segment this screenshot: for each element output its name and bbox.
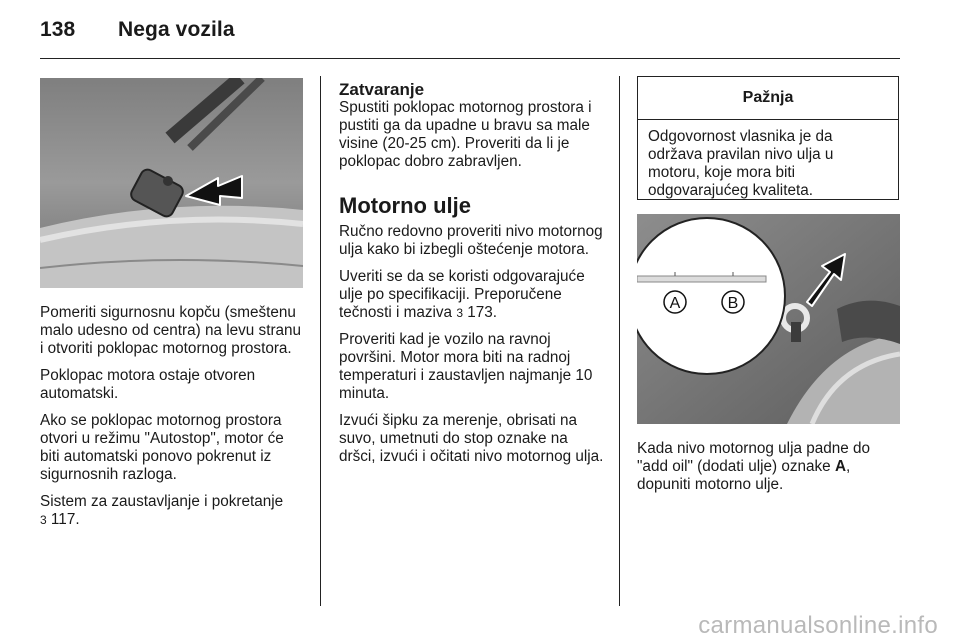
middle-column <box>339 80 607 475</box>
caption-text: Kada nivo motornog ulja padne do "add oil" (dodati ulje) oznake <box>637 440 871 475</box>
reference-page: 173. <box>463 304 498 321</box>
paragraph: Pomeriti sigurnosnu kopču (smeštenu malo udesno od centra) na levu stranu i otvoriti poklopac motornog prostora. <box>40 304 302 357</box>
section-heading: Motorno ulje <box>339 193 471 218</box>
column-divider-1 <box>320 76 321 606</box>
paragraph-text: Uveriti se da se koristi odgovarajuće ulje po specifikaciji. Preporučene tečnosti i maziva <box>339 268 585 321</box>
right-column-caption <box>637 440 899 503</box>
caption-bold-marker: A <box>834 458 847 475</box>
reference-page: 117. <box>46 511 80 528</box>
notice-title: Pažnja <box>638 77 898 120</box>
paragraph: Poklopac motora ostaje otvoren automatski. <box>40 367 256 402</box>
marker-a-label: A <box>669 295 681 312</box>
paragraph: Ako se poklopac motornog prostora otvori u režimu "Autostop", motor će biti automatski ponovo pokrenut iz sigurnosnih razloga. <box>40 412 284 483</box>
header-rule <box>40 58 900 59</box>
hood-latch-illustration <box>40 78 303 288</box>
paragraph: Ručno redovno proveriti nivo motornog ulja kako bi izbegli oštećenje motora. <box>339 223 603 258</box>
image-caption <box>637 440 899 494</box>
cross-reference <box>40 493 305 529</box>
page-header <box>40 18 235 42</box>
page-title: Nega vozila <box>118 18 235 41</box>
paragraph: Izvući šipku za merenje, obrisati na suvo, umetnuti do stop oznake na dršci, izvući i očitati nivo motornog ulja. <box>339 412 604 465</box>
notice-box <box>637 76 899 200</box>
paragraph: Proveriti kad je vozilo na ravnoj površini. Motor mora biti na radnoj temperaturi i zaustavljen najmanje 10 minuta. <box>339 331 593 402</box>
section-subheading: Zatvaranje <box>339 80 425 99</box>
left-column <box>40 304 305 538</box>
paragraph <box>339 268 607 322</box>
notice-text: Odgovornost vlasnika je da održava pravilan nivo ulja u motoru, koje mora biti odgovarajućeg kvaliteta. <box>648 128 834 199</box>
page-reference-icon: 3 <box>456 306 464 320</box>
caption-text-end: , dopuniti motorno ulje. <box>637 458 851 493</box>
reference-text: Sistem za zaustavljanje i pokretanje <box>40 493 284 510</box>
page-reference-icon: 3 <box>40 513 47 527</box>
column-divider-2 <box>619 76 620 606</box>
marker-b-label: B <box>727 295 739 312</box>
paragraph: Spustiti poklopac motornog prostora i pustiti ga da upadne u bravu sa male visine (20-25 cm). Proveriti da li je poklopac dobro zabravljen. <box>339 99 592 170</box>
page-number: 138 <box>40 18 76 41</box>
watermark: carmanualsonline.info <box>698 612 938 639</box>
dipstick-illustration <box>637 214 900 424</box>
